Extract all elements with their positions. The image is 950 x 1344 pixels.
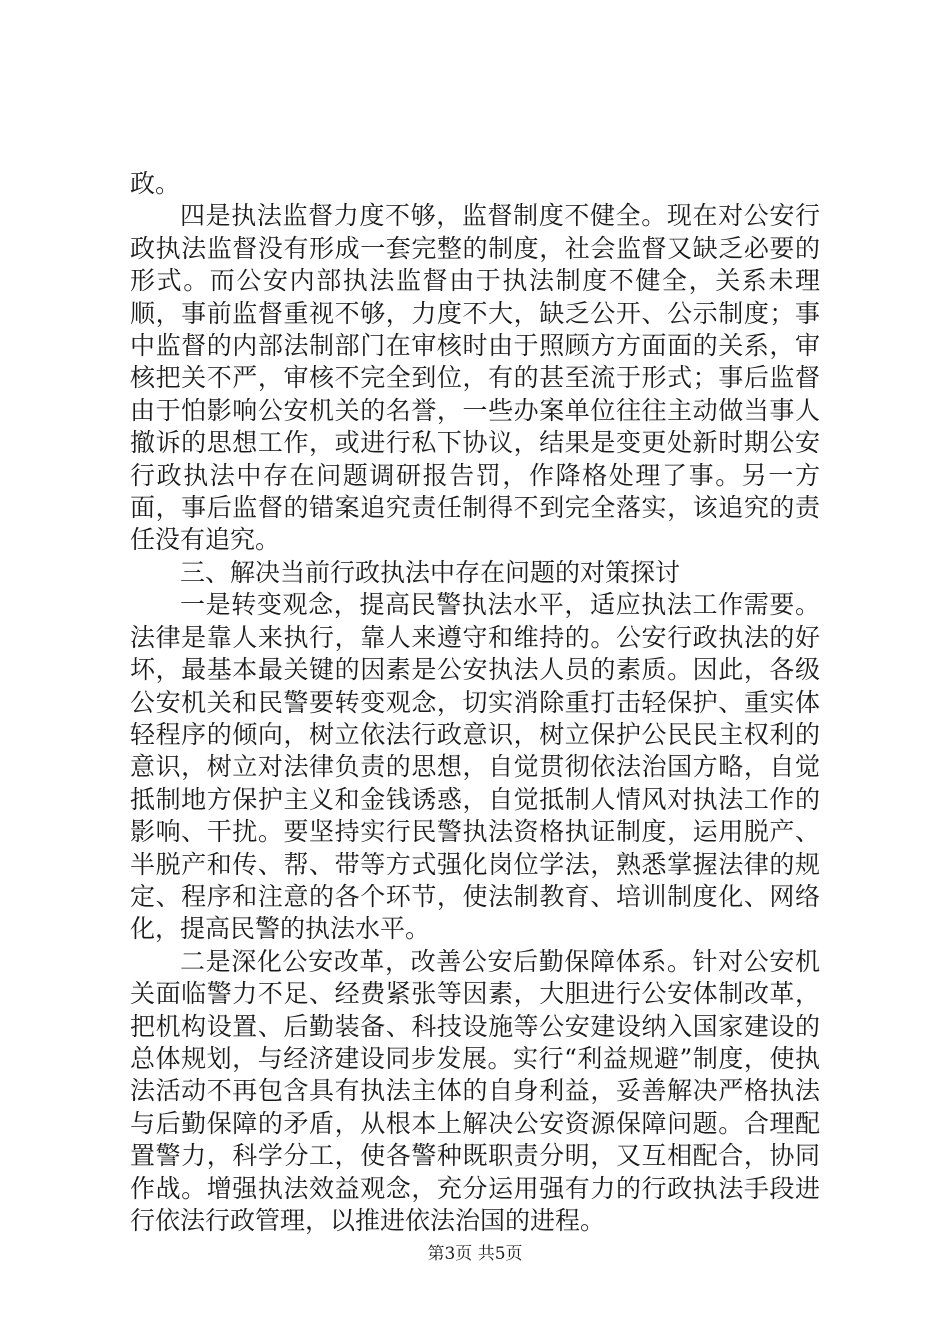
page-number-footer: 第3页 共5页 xyxy=(427,1244,523,1264)
paragraph-supervision: 四是执法监督力度不够，监督制度不健全。现在对公安行政执法监督没有形成一套完整的制度，社会监督又缺乏必要的形式。而公安内部执法监督由于执法制度不健全，关系未理顺，事前监督重视不够，力度不大，缺乏公开、公示制度；事中监督的内部法制部门在审核时由于照顾方方面面的关系，审核把关不严，审核不完全到位，有的甚至流于形式；事后监督由于怕影响公安机关的名誉，一些办案单位往往主动做当事人撤诉的思想工作，或进行私下协议，结果是变更处新时期公安行政执法中存在问题调研报告罚，作降格处理了事。另一方面，事后监督的错案追究责任制得不到完全落实，该追究的责任没有追究。 xyxy=(130,201,820,555)
paragraph-change-concept: 一是转变观念，提高民警执法水平，适应执法工作需要。法律是靠人来执行，靠人来遵守和维持的。公安行政执法的好坏，最基本最关键的因素是公安执法人员的素质。因此，各级公安机关和民警要转变观念，切实消除重打击轻保护、重实体轻程序的倾向，树立依法行政意识，树立保护公民民主权利的意识，树立对法律负责的思想，自觉贯彻依法治国方略，自觉抵制地方保护主义和金钱诱惑，自觉抵制人情风对执法工作的影响、干扰。要坚持实行民警执法资格执证制度，运用脱产、半脱产和传、帮、带等方式强化岗位学法，熟悉掌握法律的规定、程序和注意的各个环节，使法制教育、培训制度化、网络化，提高民警的执法水平。 xyxy=(130,590,820,944)
paragraph-continuation: 政。 xyxy=(130,169,181,198)
document-body xyxy=(130,168,820,1237)
section-heading: 三、解决当前行政执法中存在问题的对策探讨 xyxy=(180,557,681,587)
paragraph-deepen-reform: 二是深化公安改革，改善公安后勤保障体系。针对公安机关面临警力不足、经费紧张等因素，大胆进行公安体制改革，把机构设置、后勤装备、科技设施等公安建设纳入国家建设的总体规划，与经济建设同步发展。实行“利益规避”制度，使执法活动不再包含具有执法主体的自身利益，妥善解决严格执法与后勤保障的矛盾，从根本上解决公安资源保障问题。合理配置警力，科学分工，使各警种既职责分明，又互相配合，协同作战。增强执法效益观念，充分运用强有力的行政执法手段进行依法行政管理，以推进依法治国的进程。 xyxy=(130,946,820,1235)
